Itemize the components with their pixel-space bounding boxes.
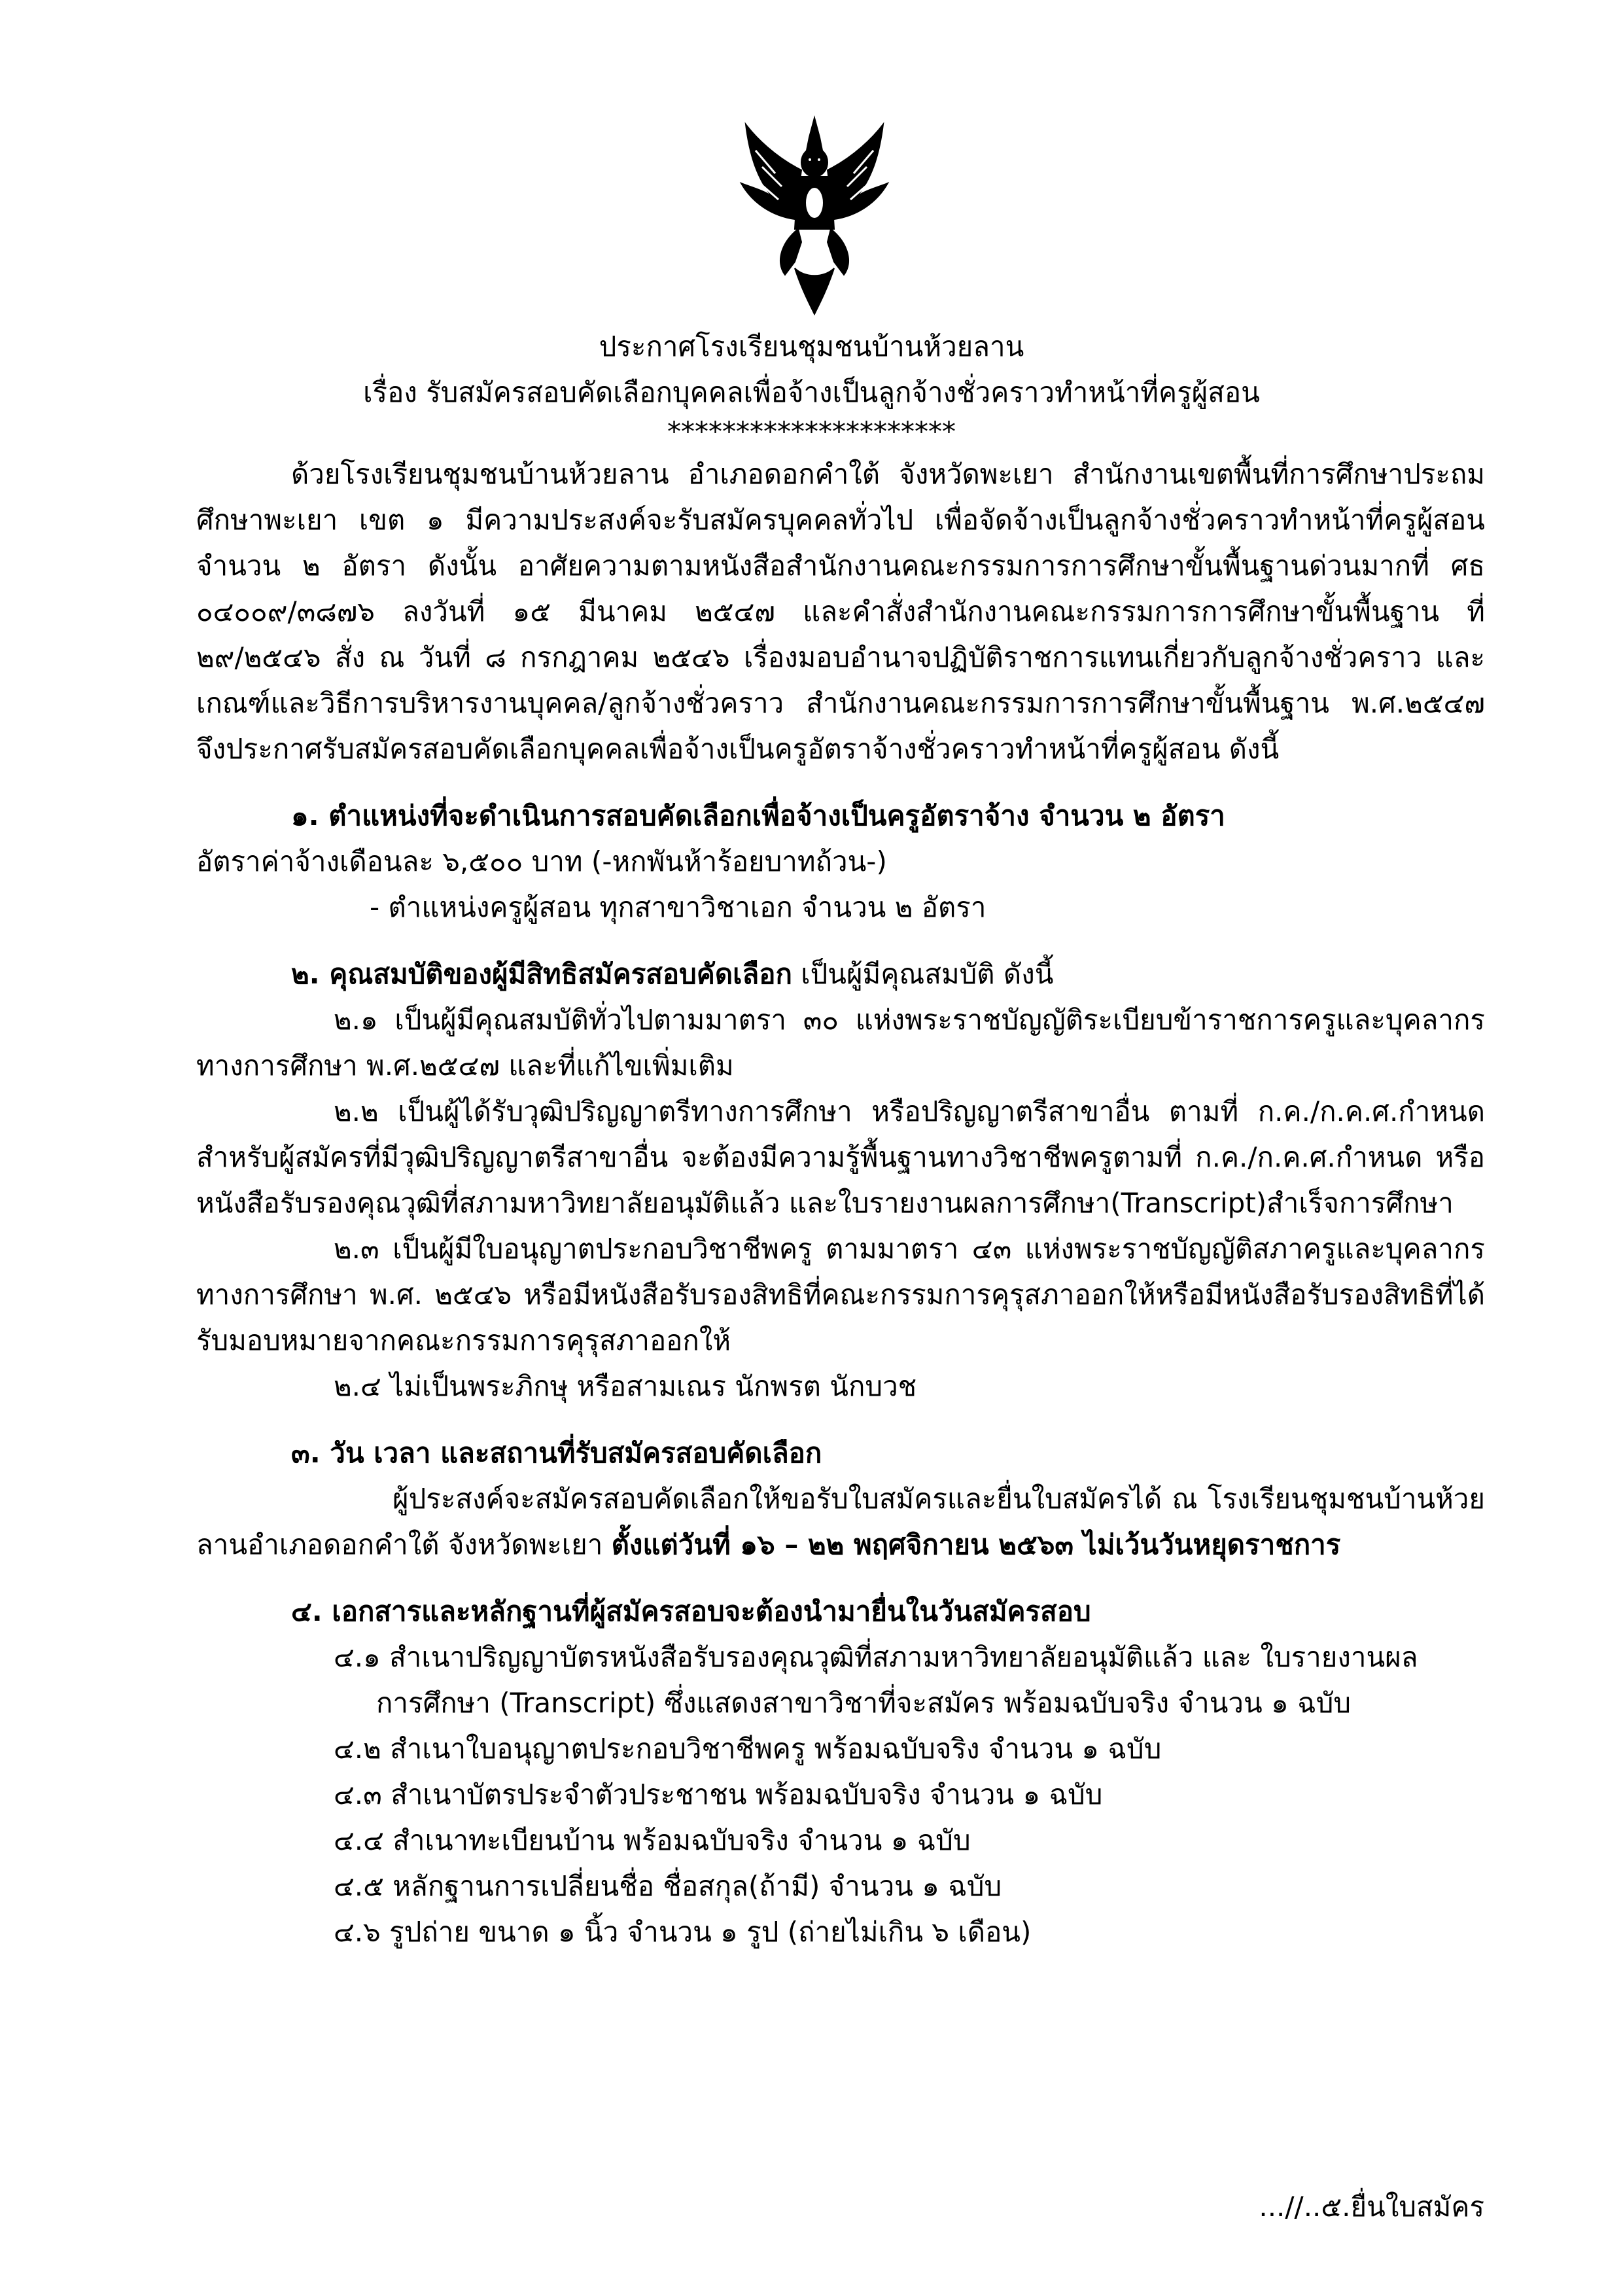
announcement-title: ประกาศโรงเรียนชุมชนบ้านห้วยลาน	[599, 330, 1024, 362]
title-divider: *********************	[667, 415, 956, 448]
section4-item2: ๔.๒ สำเนาใบอนุญาตประกอบวิชาชีพครู พร้อมฉบับจริง จำนวน ๑ ฉบับ	[334, 1733, 1162, 1765]
section4-item4: ๔.๔ สำเนาทะเบียนบ้าน พร้อมฉบับจริง จำนวน ๑ ฉบับ	[334, 1824, 971, 1856]
section4-item1-line2: การศึกษา (Transcript) ซึ่งแสดงสาขาวิชาที่จะสมัคร พร้อมฉบับจริง จำนวน ๑ ฉบับ	[376, 1687, 1352, 1719]
section4-heading: ๔. เอกสารและหลักฐานที่ผู้สมัครสอบจะต้องนำมายื่นในวันสมัครสอบ	[291, 1595, 1091, 1627]
section2-item3: ๒.๓ เป็นผู้มีใบอนุญาตประกอบวิชาชีพครู ตามมาตรา ๔๓ แห่งพระราชบัญญัติสภาครูและบุคลากรทางการศึกษา พ.ศ. ๒๕๔๖ หรือมีหนังสือรับรองสิทธิที่คณะกรรมการคุรุสภาออกให้หรือมีหนังสือรับรองสิทธิที่ได้รับมอบหมายจากคณะกรรมการคุรุสภาออกให้	[196, 1233, 1485, 1356]
section3-heading: ๓. วัน เวลา และสถานที่รับสมัครสอบคัดเลือก	[291, 1437, 822, 1469]
section4-item6: ๔.๖ รูปถ่าย ขนาด ๑ นิ้ว จำนวน ๑ รูป (ถ่ายไม่เกิน ๖ เดือน)	[334, 1916, 1032, 1948]
announcement-subject: เรื่อง รับสมัครสอบคัดเลือกบุคคลเพื่อจ้างเป็นลูกจ้างชั่วคราวทำหน้าที่ครูผู้สอน	[363, 376, 1260, 408]
document-body	[196, 451, 1485, 1955]
garuda-emblem-icon	[736, 111, 893, 321]
section4-item3: ๔.๓ สำเนาบัตรประจำตัวประชาชน พร้อมฉบับจริง จำนวน ๑ ฉบับ	[334, 1778, 1103, 1810]
section2-heading-tail: เป็นผู้มีคุณสมบัติ ดังนี้	[792, 958, 1054, 990]
section2-item4: ๒.๔ ไม่เป็นพระภิกษุ หรือสามเณร นักพรต นักบวช	[334, 1370, 917, 1402]
intro-paragraph: ด้วยโรงเรียนชุมชนบ้านห้วยลาน อำเภอดอกคำใต้ จังหวัดพะเยา สำนักงานเขตพื้นที่การศึกษาประถมศึกษาพะเยา เขต ๑ มีความประสงค์จะรับสมัครบุคคลทั่วไป เพื่อจัดจ้างเป็นลูกจ้างชั่วคราวทำหน้าที่ครูผู้สอนจำนวน ๒ อัตรา ดังนั้น อาศัยความตามหนังสือสำนักงานคณะกรรมการการศึกษาขั้นพื้นฐานด่วนมากที่ ศธ ๐๔๐๐๙/๓๘๗๖ ลงวันที่ ๑๕ มีนาคม ๒๕๔๗ และคำสั่งสำนักงานคณะกรรมการการศึกษาขั้นพื้นฐาน ที่ ๒๙/๒๕๔๖ สั่ง ณ วันที่ ๘ กรกฎาคม ๒๕๔๖ เรื่องมอบอำนาจปฏิบัติราชการแทนเกี่ยวกับลูกจ้างชั่วคราว และเกณฑ์และวิธีการบริหารงานบุคคล/ลูกจ้างชั่วคราว สำนักงานคณะกรรมการการศึกษาขั้นพื้นฐาน พ.ศ.๒๕๔๗ จึงประกาศรับสมัครสอบคัดเลือกบุคคลเพื่อจ้างเป็นครูอัตราจ้างชั่วคราวทำหน้าที่ครูผู้สอน ดังนี้	[196, 458, 1485, 765]
section1-heading: ๑. ตำแหน่งที่จะดำเนินการสอบคัดเลือกเพื่อจ้างเป็นครูอัตราจ้าง จำนวน ๒ อัตรา	[291, 800, 1225, 832]
section3-body-text: ผู้ประสงค์จะสมัครสอบคัดเลือกให้ขอรับใบสมัครและยื่นใบสมัครได้ ณ โรงเรียนชุมชนบ้านห้วยลานอำเภอดอกคำใต้ จังหวัดพะเยา	[196, 1483, 1485, 1561]
section2-item1: ๒.๑ เป็นผู้มีคุณสมบัติทั่วไปตามมาตรา ๓๐ แห่งพระราชบัญญัติระเบียบข้าราชการครูและบุคลากรทางการศึกษา พ.ศ.๒๕๔๗ และที่แก้ไขเพิ่มเติม	[196, 1004, 1485, 1082]
section3-body	[196, 1476, 1485, 1568]
section2-heading: ๒. คุณสมบัติของผู้มีสิทธิสมัครสอบคัดเลือก	[291, 958, 792, 990]
section4-item5: ๔.๕ หลักฐานการเปลี่ยนชื่อ ชื่อสกุล(ถ้ามี) จำนวน ๑ ฉบับ	[334, 1870, 1002, 1902]
section1-salary: อัตราค่าจ้างเดือนละ ๖,๕๐๐ บาท (-หกพันห้าร้อยบาทถ้วน-)	[196, 845, 887, 877]
page-continuation: ...//..๕.ยื่นใบสมัคร	[1259, 2191, 1484, 2223]
section2-heading-line	[196, 951, 1485, 997]
section3-body-dates: ตั้งแต่วันที่ ๑๖ – ๒๒ พฤศจิกายน ๒๕๖๓ ไม่เว้นวันหยุดราชการ	[611, 1528, 1341, 1561]
section1-position: - ตำแหน่งครูผู้สอน ทุกสาขาวิชาเอก จำนวน ๒ อัตรา	[370, 891, 986, 923]
section4-item1-line1: ๔.๑ สำเนาปริญญาบัตรหนังสือรับรองคุณวุฒิที่สภามหาวิทยาลัยอนุมัติแล้ว และ ใบรายงานผล	[334, 1641, 1418, 1673]
section2-item2: ๒.๒ เป็นผู้ได้รับวุฒิปริญญาตรีทางการศึกษา หรือปริญญาตรีสาขาอื่น ตามที่ ก.ค./ก.ค.ศ.กำหนด สำหรับผู้สมัครที่มีวุฒิปริญญาตรีสาขาอื่น จะต้องมีความรู้พื้นฐานทางวิชาชีพครูตามที่ ก.ค./ก.ค.ศ.กำหนด หรือหนังสือรับรองคุณวุฒิที่สภามหาวิทยาลัยอนุมัติแล้ว และใบรายงานผลการศึกษา(Transcript)สำเร็จการศึกษา	[196, 1095, 1485, 1219]
